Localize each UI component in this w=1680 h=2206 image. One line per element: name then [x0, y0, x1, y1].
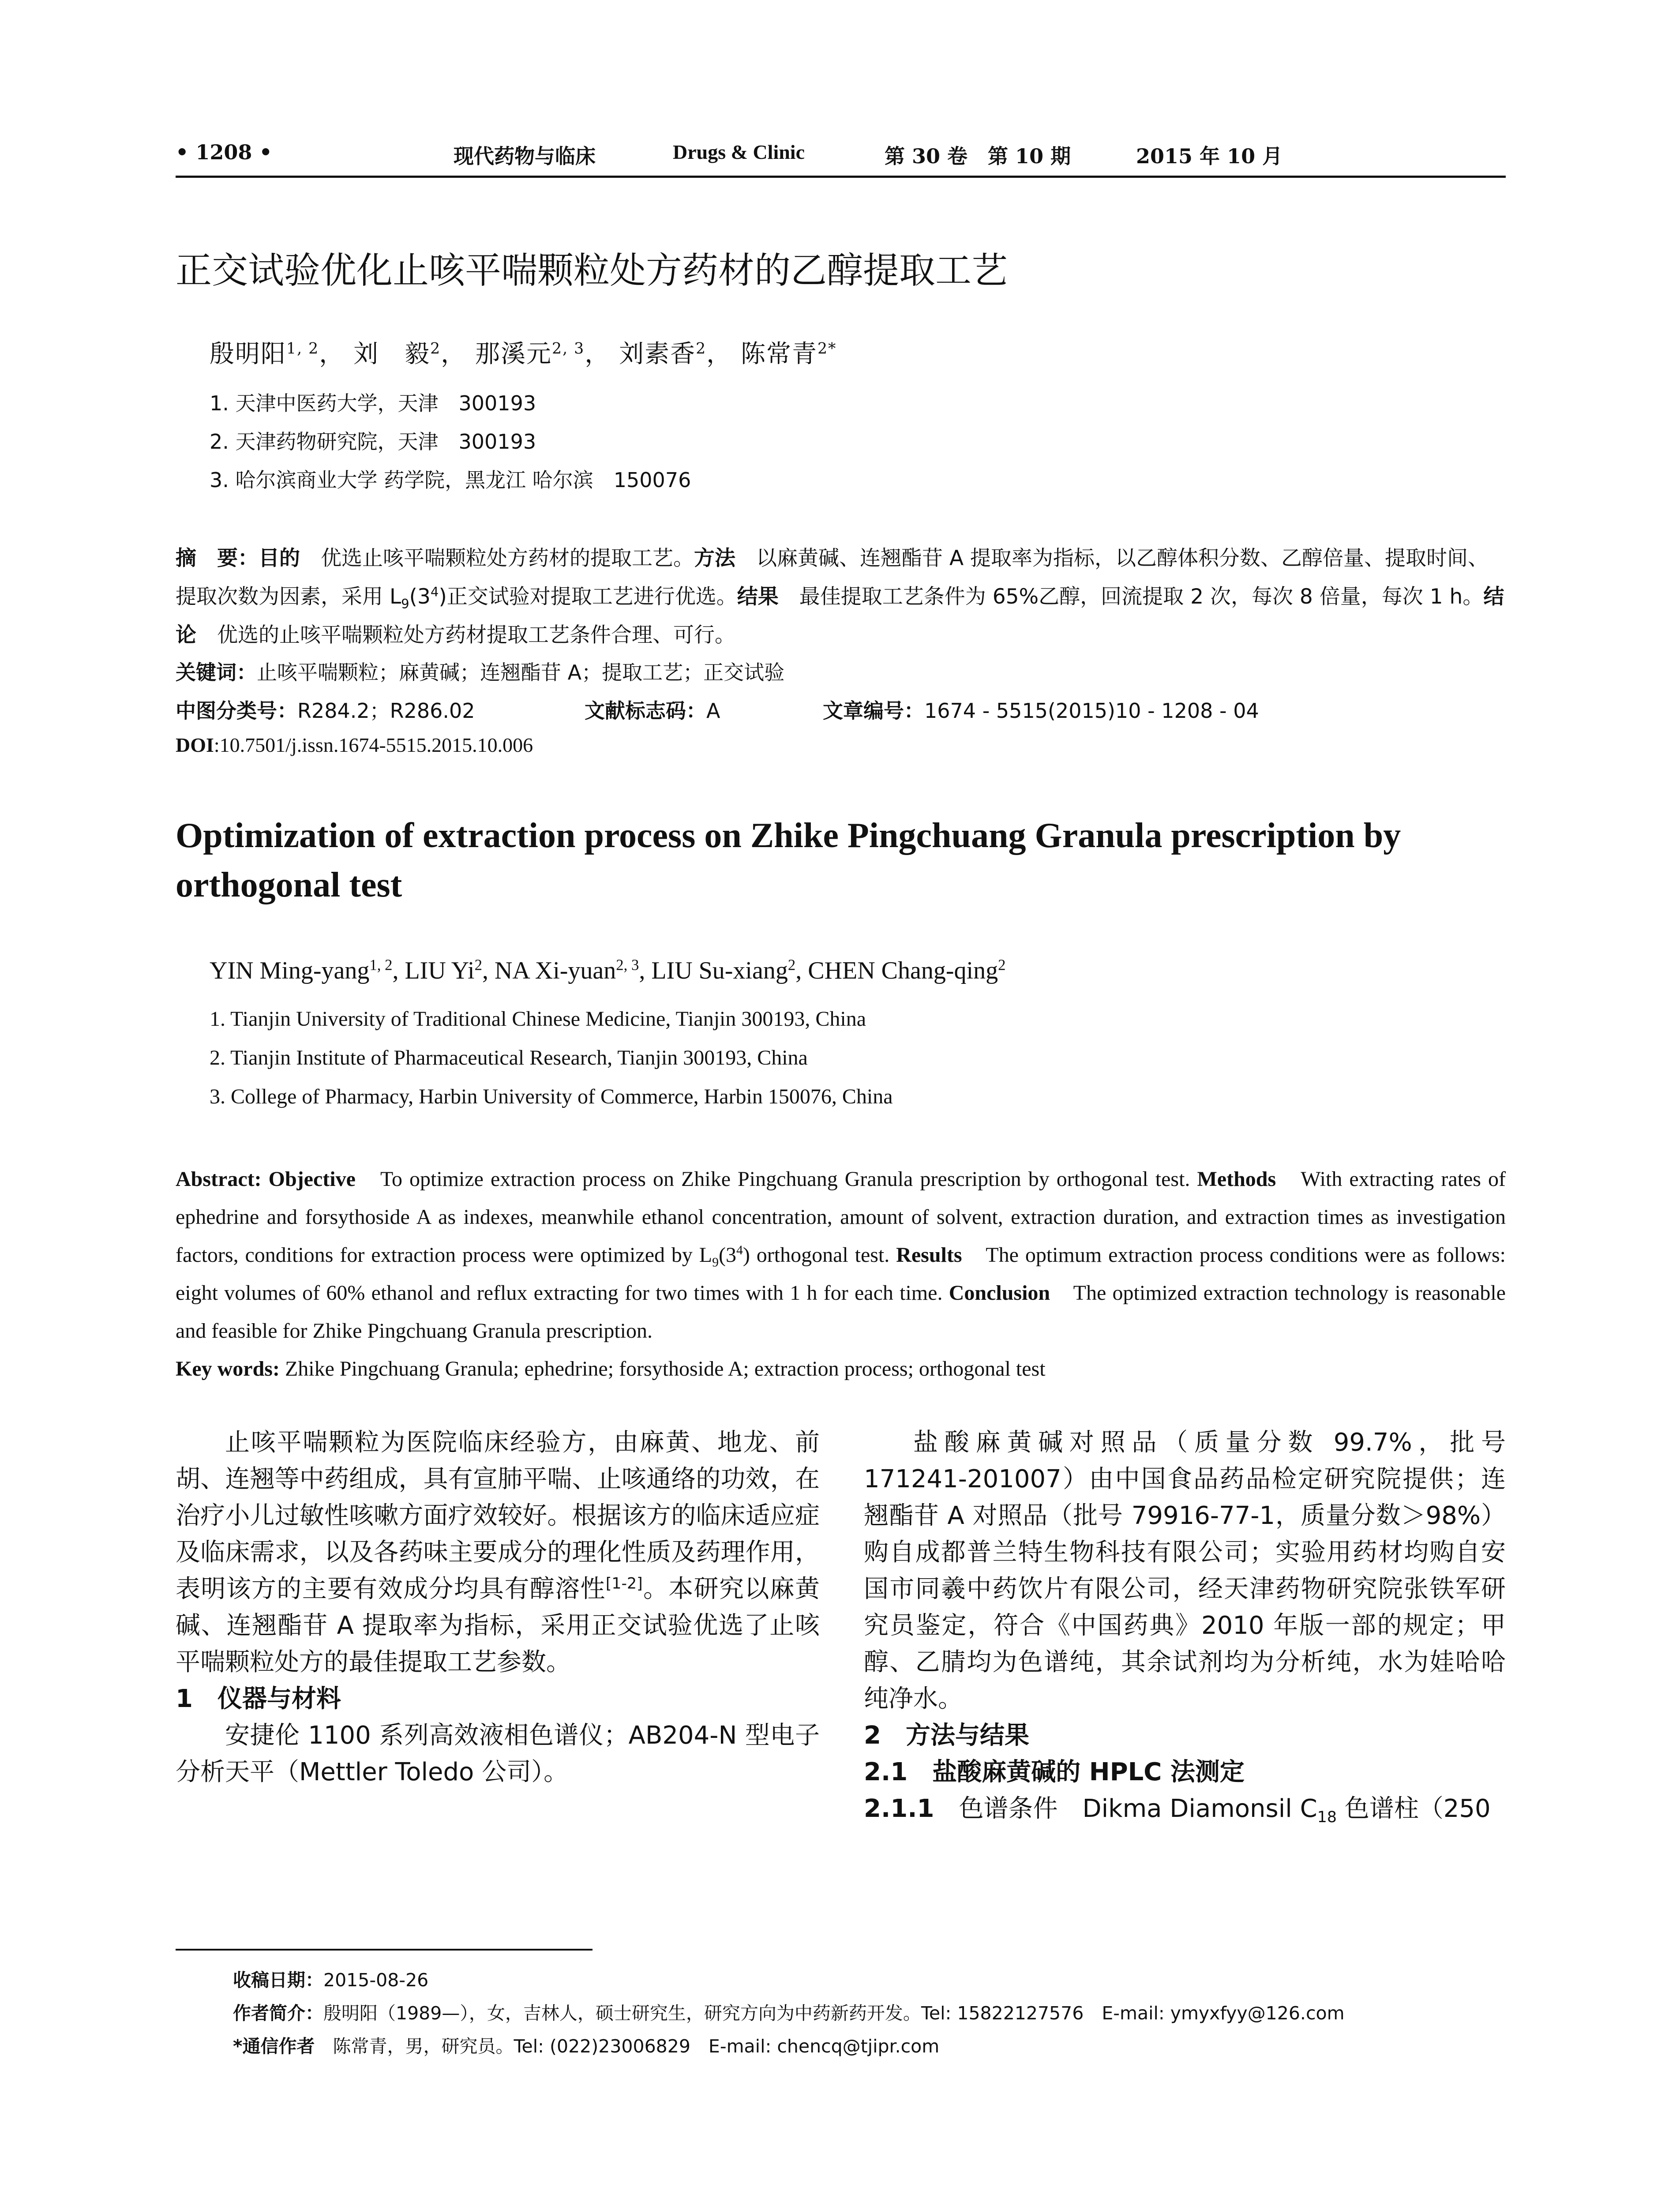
- author-name: 陈常青: [740, 340, 818, 368]
- chromatography-text: 色谱柱（250: [1336, 1794, 1491, 1823]
- corresponding-author: [233, 2032, 939, 2058]
- author-affil-sup: 2: [998, 956, 1006, 974]
- author-affil-sup: 2: [430, 340, 441, 358]
- author-name: 刘素香: [619, 340, 696, 368]
- received-value: 2015-08-26: [323, 1970, 429, 1991]
- author-bio-text: 殷明阳（1989—），女，吉林人，硕士研究生，研究方向为中药新药开发。Tel: 15822127576 E-mail: ymyxfyy@126.com: [323, 2003, 1345, 2024]
- clc-value: R284.2；R286.02: [297, 699, 475, 723]
- methods-label: 方法: [694, 546, 735, 570]
- author-affil-sup: 2, 3: [551, 340, 585, 358]
- abstract-label: Abstract: Objective: [176, 1167, 356, 1191]
- clc-number: [176, 695, 475, 724]
- author-name: LIU Su-xiang: [651, 957, 788, 984]
- document-code: [585, 695, 720, 724]
- article-number: [823, 695, 1259, 724]
- doi-value: :10.7501/j.issn.1674-5515.2015.10.006: [214, 734, 533, 756]
- objective-label: 目的: [259, 546, 300, 570]
- keywords-label: 关键词：: [176, 660, 257, 684]
- conclusion-text: 优选的止咳平喘颗粒处方药材提取工艺条件合理、可行。: [196, 623, 735, 647]
- doccode-label: 文献标志码：: [585, 699, 706, 723]
- author-name: CHEN Chang-qing: [808, 957, 998, 984]
- issue-date: 2015 年 10 月: [1136, 144, 1283, 168]
- author-affil-sup: 2*: [817, 340, 837, 358]
- author-list-en: YIN Ming-yang$^{1, 2}$, LIU Yi$^2$, NA Xi-yuan$^{2, 3}$, LIU Su-xiang$^2$, CHEN Chang-qing$^2$: [210, 956, 1006, 984]
- author-affil-sup: 2: [788, 956, 796, 974]
- page-number: • 1208 •: [176, 140, 272, 164]
- author-bio: [233, 1999, 1345, 2025]
- author-affil-sup: 2: [696, 340, 707, 358]
- author-list-cn: 殷明阳$^{1, 2}$， 刘 毅$^2$， 那溪元$^{2, 3}$， 刘素香$^2$， 陈常青$^{2*}$: [210, 340, 837, 368]
- intro-text: 止咳平喘颗粒为医院临床经验方，由麻黄、地龙、前胡、连翘等中药组成，具有宣肺平喘、止咳通络的功效，在治疗小儿过敏性咳嗽方面疗效较好。根据该方的临床适应症及临床需求，以及各药味主要成分的理化性质及药理作用，表明该方的主要有效成分均具有醇溶性: [176, 1428, 820, 1603]
- author-name: 那溪元: [475, 340, 552, 368]
- results-label: 结果: [737, 585, 779, 609]
- methods-text: )正交试验对提取工艺进行优选。: [439, 585, 737, 609]
- keywords-label: Key words:: [176, 1357, 280, 1381]
- paper-title-cn: 正交试验优化止咳平喘颗粒处方药材的乙醇提取工艺: [176, 250, 1008, 292]
- results-text: 最佳提取工艺条件为 65%乙醇，回流提取 2 次，每次 8 倍量，每次 1 h。: [778, 585, 1484, 609]
- doi: [176, 733, 533, 757]
- journal-name-cn: 现代药物与临床: [454, 144, 596, 168]
- body-column-right: [864, 1424, 1506, 1827]
- affiliation-en-2: 2. Tianjin Institute of Pharmaceutical Research, Tianjin 300193, China: [210, 1046, 808, 1069]
- paper-title-en: Optimization of extraction process on Zhike Pingchuang Granula prescription by orthogonal test: [176, 816, 1401, 904]
- doccode-value: A: [706, 699, 720, 723]
- header-rule: [176, 176, 1506, 178]
- methods-text: (3: [719, 1243, 736, 1267]
- author-name: LIU Yi: [405, 957, 475, 984]
- journal-name-en: Drugs & Clinic: [673, 141, 805, 163]
- methods-text: (3: [409, 585, 431, 609]
- footnote-rule: [176, 1949, 592, 1951]
- section-heading: 2 方法与结果: [864, 1721, 1029, 1750]
- section-heading: 1 仪器与材料: [176, 1685, 341, 1713]
- doi-label: DOI: [176, 734, 214, 756]
- author-name: 殷明阳: [210, 340, 286, 368]
- results-label: Results: [896, 1243, 962, 1267]
- author-affil-sup: 1, 2: [286, 340, 319, 358]
- intro-paragraph: [176, 1424, 820, 1681]
- instruments-paragraph: 安捷伦 1100 系列高效液相色谱仪；AB204-N 型电子分析天平（Mettler Toledo 公司）。: [176, 1721, 820, 1786]
- materials-paragraph: 盐酸麻黄碱对照品（质量分数 99.7%，批号 171241-201007）由中国食品药品检定研究院提供；连翘酯苷 A 对照品（批号 79916-77-1，质量分数＞98%）购自成都普兰特生物科技有限公司；实验用药材均购自安国市同羲中药饮片有限公司，经天津药物研究院张铁军研究员鉴定，符合《中国药典》2010 年版一部的规定；甲醇、乙腈均为色谱纯，其余试剂均为分析纯，水为娃哈哈纯净水。: [864, 1428, 1506, 1713]
- abstract-cn: [176, 539, 1506, 654]
- corr-label: *通信作者: [233, 2036, 315, 2057]
- keywords-text: 止咳平喘颗粒；麻黄碱；连翘酯苷 A；提取工艺；正交试验: [257, 660, 785, 684]
- affiliation-cn-2: 2. 天津药物研究院，天津 300193: [210, 430, 536, 454]
- subsection-heading: 2.1 盐酸麻黄碱的 HPLC 法测定: [864, 1758, 1245, 1786]
- received-label: 收稿日期：: [233, 1970, 323, 1991]
- articleno-value: 1674 - 5515(2015)10 - 1208 - 04: [924, 699, 1259, 723]
- corr-text: 陈常青，男，研究员。Tel: (022)23006829 E-mail: chencq@tjipr.com: [315, 2036, 940, 2057]
- affiliation-en-1: 1. Tianjin University of Traditional Chinese Medicine, Tianjin 300193, China: [210, 1007, 866, 1031]
- conclusion-label: Conclusion: [949, 1281, 1050, 1305]
- volume-issue: 第 30 卷 第 10 期: [885, 144, 1071, 168]
- clc-label: 中图分类号：: [176, 699, 297, 723]
- design-superscript: 4: [430, 584, 439, 600]
- design-subscript: 9: [401, 596, 409, 612]
- methods-text: ) orthogonal test.: [742, 1243, 896, 1267]
- abstract-en: [176, 1160, 1506, 1388]
- keywords-text: Zhike Pingchuang Granula; ephedrine; forsythoside A; extraction process; orthogonal test: [279, 1357, 1046, 1381]
- body-column-left: [176, 1424, 820, 1790]
- author-name: NA Xi-yuan: [494, 957, 616, 984]
- author-bio-label: 作者简介：: [233, 2003, 323, 2024]
- author-name: YIN Ming-yang: [210, 957, 370, 984]
- keywords-cn: [176, 657, 784, 686]
- column-subscript: 18: [1317, 1808, 1337, 1827]
- methods-text: With extracting rates of ephedrine and forsythoside A as indexes, meanwhile ethanol concentration, amount of solvent, extraction duration, and extraction times as investigation factors, conditions for extraction process were optimized by L: [176, 1167, 1506, 1267]
- chromatography-paragraph: [864, 1790, 1506, 1827]
- articleno-label: 文章编号：: [823, 699, 924, 723]
- author-affil-sup: 1, 2: [369, 956, 393, 974]
- conclusion-label: 结论: [176, 585, 1504, 647]
- abstract-label: 摘 要：: [176, 546, 259, 570]
- objective-text: To optimize extraction process on Zhike Pingchuang Granula prescription by orthogonal test.: [355, 1167, 1197, 1191]
- chromatography-text: 色谱条件 Dikma Diamonsil C: [934, 1794, 1317, 1823]
- citation-ref: [1-2]: [605, 1575, 643, 1593]
- subsubsection-number: 2.1.1: [864, 1794, 934, 1823]
- author-affil-sup: 2: [474, 956, 482, 974]
- affiliation-cn-1: 1. 天津中医药大学，天津 300193: [210, 391, 536, 415]
- methods-text: 以麻黄碱、连翘酯苷 A 提取率为指标，以乙醇体积分数、乙醇倍量、提取时间、提取次数为因素，采用 L: [176, 546, 1489, 609]
- author-name: 刘 毅: [353, 340, 431, 368]
- design-superscript: 4: [736, 1243, 743, 1257]
- affiliation-cn-3: 3. 哈尔滨商业大学 药学院，黑龙江 哈尔滨 150076: [210, 468, 691, 492]
- design-subscript: 9: [712, 1255, 719, 1270]
- author-affil-sup: 2, 3: [616, 956, 639, 974]
- affiliation-en-3: 3. College of Pharmacy, Harbin University of Commerce, Harbin 150076, China: [210, 1085, 893, 1108]
- objective-text: 优选止咳平喘颗粒处方药材的提取工艺。: [300, 546, 694, 570]
- methods-label: Methods: [1197, 1167, 1276, 1191]
- conclusion-text: The optimized extraction technology is reasonable and feasible for Zhike Pingchuang Granula prescription.: [176, 1281, 1506, 1343]
- received-date: [233, 1966, 428, 1992]
- results-text: The optimum extraction process conditions were as follows: eight volumes of 60% ethanol and reflux extracting for two times with 1 h for each time.: [176, 1243, 1506, 1305]
- intro-text: 。本研究以麻黄碱、连翘酯苷 A 提取率为指标，采用正交试验优选了止咳平喘颗粒处方的最佳提取工艺参数。: [176, 1575, 820, 1677]
